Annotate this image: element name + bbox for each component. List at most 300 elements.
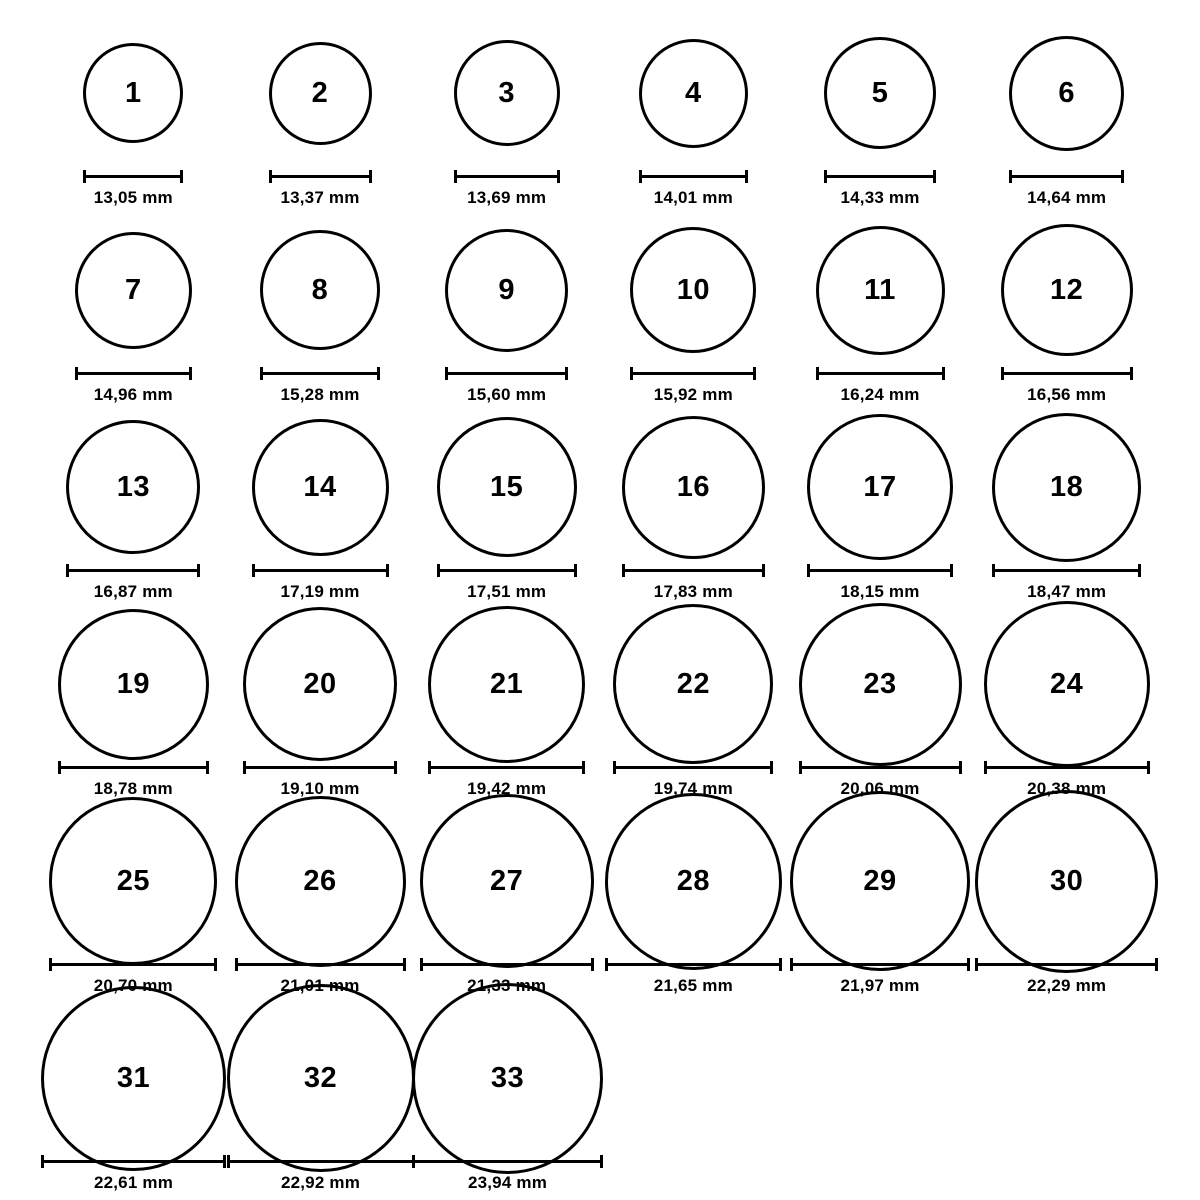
ring-size-item[interactable]: [40, 215, 227, 405]
ruler-cap-left: [58, 761, 61, 774]
ring-size-item[interactable]: [973, 412, 1160, 602]
ring-size-item[interactable]: [600, 18, 787, 208]
ruler-cap-right: [745, 170, 748, 183]
ruler-bar: [243, 766, 397, 769]
ring-size-number: 10: [676, 273, 710, 306]
ring-size-number: 13: [116, 470, 150, 503]
diameter-label: 18,15 mm: [840, 582, 920, 601]
diameter-ruler: [613, 761, 773, 772]
ring-size-item[interactable]: [787, 412, 974, 602]
diameter-label: 19,42 mm: [467, 779, 547, 798]
diameter-label: 17,83 mm: [653, 582, 733, 601]
ring-circle: [66, 420, 200, 554]
ruler-bar: [824, 175, 936, 178]
diameter-ruler: [252, 564, 389, 575]
diameter-label: 18,78 mm: [93, 779, 173, 798]
diameter-label: 15,60 mm: [467, 385, 547, 404]
ruler-cap-left: [992, 564, 995, 577]
ring-circle-area: [639, 18, 748, 168]
diameter-ruler: [83, 170, 183, 181]
ruler-cap-left: [235, 958, 238, 971]
ring-size-number: 16: [676, 470, 710, 503]
ruler-cap-right: [189, 367, 192, 380]
ruler-cap-left: [49, 958, 52, 971]
diameter-label: 21,65 mm: [653, 976, 733, 995]
ruler-cap-left: [605, 958, 608, 971]
ruler-cap-right: [779, 958, 782, 971]
diameter-ruler: [1001, 367, 1133, 378]
diameter-ruler: [622, 564, 765, 575]
ring-circle-area: [454, 18, 560, 168]
ring-circle: [227, 984, 415, 1172]
diameter-label: 15,28 mm: [280, 385, 360, 404]
diameter-label: 14,64 mm: [1027, 188, 1107, 207]
ring-size-number: 25: [116, 864, 150, 897]
ring-size-item[interactable]: [227, 806, 414, 996]
ring-size-number: 9: [498, 273, 515, 306]
ring-circle-area: [420, 806, 594, 956]
ring-circle: [799, 603, 962, 766]
ruler-bar: [83, 175, 183, 178]
ring-circle-area: [1009, 18, 1124, 168]
ring-size-number: 29: [863, 864, 897, 897]
ring-circle: [428, 606, 585, 763]
ruler-bar: [412, 1160, 603, 1163]
ruler-bar: [799, 766, 962, 769]
ruler-cap-left: [269, 170, 272, 183]
diameter-ruler: [260, 367, 380, 378]
ring-circle: [807, 414, 953, 560]
ruler-cap-left: [613, 761, 616, 774]
ruler-bar: [269, 175, 372, 178]
size-row: [40, 609, 1160, 806]
diameter-label: 20,70 mm: [93, 976, 173, 995]
ring-size-item[interactable]: [787, 215, 974, 405]
ruler-cap-right: [565, 367, 568, 380]
ring-circle-area: [992, 412, 1141, 562]
ring-circle-area: [975, 806, 1158, 956]
ruler-bar: [622, 569, 765, 572]
ruler-cap-right: [394, 761, 397, 774]
diameter-label: 22,61 mm: [93, 1173, 174, 1192]
ring-size-number: 28: [676, 864, 710, 897]
ring-circle: [58, 609, 209, 760]
ring-size-item[interactable]: [413, 412, 600, 602]
ruler-cap-left: [75, 367, 78, 380]
ruler-bar: [420, 963, 594, 966]
ruler-bar: [992, 569, 1141, 572]
ruler-bar: [260, 372, 380, 375]
diameter-label: 14,96 mm: [93, 385, 173, 404]
ring-size-number: 21: [490, 667, 524, 700]
ring-size-number: 31: [116, 1061, 151, 1094]
ring-circle-area: [816, 215, 945, 365]
ring-circle: [984, 601, 1150, 767]
diameter-label: 13,05 mm: [93, 188, 173, 207]
ruler-bar: [445, 372, 568, 375]
ring-size-item[interactable]: [40, 609, 227, 799]
ruler-bar: [1009, 175, 1124, 178]
ring-circle: [243, 607, 397, 761]
ring-size-item[interactable]: [227, 609, 414, 799]
ring-size-item[interactable]: [600, 215, 787, 405]
diameter-label: 21,97 mm: [840, 976, 920, 995]
ruler-cap-left: [260, 367, 263, 380]
ring-circle-area: [252, 412, 389, 562]
ring-size-item[interactable]: [973, 806, 1160, 996]
diameter-ruler: [412, 1155, 603, 1166]
ring-circle: [260, 230, 380, 350]
ruler-cap-left: [252, 564, 255, 577]
ruler-cap-left: [227, 1155, 230, 1168]
ring-circle-area: [984, 609, 1150, 759]
ring-circle: [630, 227, 756, 353]
ruler-cap-left: [41, 1155, 44, 1168]
ring-size-number: 8: [311, 273, 329, 306]
ring-circle-area: [66, 412, 200, 562]
ring-circle-area: [807, 412, 953, 562]
ring-circle: [1001, 224, 1133, 356]
ring-size-item[interactable]: [227, 412, 414, 602]
ring-circle-area: [790, 806, 970, 956]
ring-size-item[interactable]: [40, 18, 227, 208]
diameter-ruler: [807, 564, 953, 575]
ring-circle-area: [58, 609, 209, 759]
diameter-ruler: [49, 958, 217, 969]
ring-circle: [420, 794, 594, 968]
ruler-cap-right: [753, 367, 756, 380]
ring-size-item[interactable]: [600, 412, 787, 602]
ring-circle-area: [235, 806, 406, 956]
diameter-ruler: [227, 1155, 415, 1166]
diameter-ruler: [420, 958, 594, 969]
ruler-cap-right: [180, 170, 183, 183]
ring-circle: [83, 43, 183, 143]
ruler-cap-right: [1130, 367, 1133, 380]
size-row: [40, 412, 1160, 609]
diameter-label: 20,38 mm: [1027, 779, 1107, 798]
diameter-label: 13,69 mm: [467, 188, 547, 207]
diameter-label: 23,94 mm: [467, 1173, 548, 1192]
ruler-cap-right: [933, 170, 936, 183]
size-row: [40, 215, 1160, 412]
ruler-cap-right: [206, 761, 209, 774]
ruler-cap-right: [369, 170, 372, 183]
ring-size-item[interactable]: [227, 1003, 414, 1193]
ring-circle-area: [437, 412, 577, 562]
ruler-bar: [984, 766, 1150, 769]
ruler-cap-right: [959, 761, 962, 774]
ruler-bar: [613, 766, 773, 769]
diameter-label: 16,24 mm: [840, 385, 920, 404]
ring-size-item[interactable]: [227, 18, 414, 208]
ring-circle: [235, 796, 406, 967]
ruler-cap-left: [799, 761, 802, 774]
diameter-ruler: [816, 367, 945, 378]
ring-circle: [454, 40, 560, 146]
ring-circle-area: [428, 609, 585, 759]
ruler-cap-right: [1147, 761, 1150, 774]
ring-size-number: 15: [490, 470, 524, 503]
ruler-cap-left: [420, 958, 423, 971]
diameter-ruler: [437, 564, 577, 575]
diameter-ruler: [454, 170, 560, 181]
ring-size-number: 7: [125, 273, 142, 306]
ring-circle-area: [824, 18, 936, 168]
diameter-label: 18,47 mm: [1027, 582, 1107, 601]
ring-size-number: 12: [1050, 273, 1084, 306]
ruler-cap-left: [412, 1155, 415, 1168]
ring-size-number: 22: [676, 667, 710, 700]
ring-circle-area: [269, 18, 372, 168]
ring-circle: [605, 793, 782, 970]
ruler-cap-right: [1138, 564, 1141, 577]
diameter-label: 21,01 mm: [280, 976, 360, 995]
ring-circle-area: [605, 806, 782, 956]
ruler-cap-left: [630, 367, 633, 380]
diameter-ruler: [605, 958, 782, 969]
ring-circle: [975, 790, 1158, 973]
diameter-label: 16,87 mm: [93, 582, 173, 601]
diameter-label: 14,33 mm: [840, 188, 920, 207]
ring-circle-area: [799, 609, 962, 759]
ruler-bar: [437, 569, 577, 572]
ruler-cap-right: [377, 367, 380, 380]
diameter-ruler: [630, 367, 756, 378]
ring-size-item[interactable]: [40, 806, 227, 996]
ruler-cap-right: [197, 564, 200, 577]
ruler-cap-left: [1009, 170, 1012, 183]
diameter-label: 22,92 mm: [280, 1173, 361, 1192]
ruler-cap-right: [386, 564, 389, 577]
diameter-label: 14,01 mm: [653, 188, 733, 207]
ruler-cap-right: [967, 958, 970, 971]
ring-size-item[interactable]: [413, 18, 600, 208]
ruler-cap-right: [214, 958, 217, 971]
ruler-bar: [630, 372, 756, 375]
ruler-bar: [975, 963, 1158, 966]
diameter-label: 17,19 mm: [280, 582, 360, 601]
ring-size-item[interactable]: [787, 18, 974, 208]
diameter-ruler: [992, 564, 1141, 575]
diameter-ruler: [75, 367, 192, 378]
ring-circle: [445, 229, 568, 352]
ruler-cap-left: [454, 170, 457, 183]
ruler-bar: [790, 963, 970, 966]
ring-size-number: 6: [1058, 76, 1075, 109]
ring-size-number: 20: [303, 667, 337, 700]
ruler-cap-right: [762, 564, 765, 577]
diameter-label: 17,51 mm: [467, 582, 547, 601]
ruler-bar: [1001, 372, 1133, 375]
ring-size-item[interactable]: [973, 609, 1160, 799]
ring-size-item[interactable]: [973, 215, 1160, 405]
ring-size-number: 17: [863, 470, 897, 503]
ruler-bar: [66, 569, 200, 572]
ruler-cap-left: [816, 367, 819, 380]
ring-size-number: 19: [116, 667, 150, 700]
diameter-label: 16,56 mm: [1027, 385, 1107, 404]
size-row: [40, 18, 1160, 215]
ruler-bar: [227, 1160, 415, 1163]
ring-size-number: 24: [1050, 667, 1084, 700]
diameter-label: 19,74 mm: [653, 779, 733, 798]
ring-size-item[interactable]: [600, 609, 787, 799]
ring-size-item[interactable]: [787, 609, 974, 799]
diameter-ruler: [799, 761, 962, 772]
ring-size-number: 23: [863, 667, 897, 700]
ring-circle-area: [49, 806, 217, 956]
ruler-cap-right: [557, 170, 560, 183]
ruler-cap-right: [770, 761, 773, 774]
ring-circle: [437, 417, 577, 557]
ring-circle-area: [613, 609, 773, 759]
ruler-cap-right: [574, 564, 577, 577]
ring-circle-area: [243, 609, 397, 759]
ring-size-number: 30: [1050, 864, 1084, 897]
ring-circle: [252, 419, 389, 556]
ring-circle: [622, 416, 765, 559]
diameter-ruler: [66, 564, 200, 575]
ruler-cap-left: [437, 564, 440, 577]
ring-size-number: 18: [1050, 470, 1084, 503]
ruler-cap-left: [807, 564, 810, 577]
ring-circle-area: [83, 18, 183, 168]
ring-size-number: 2: [311, 76, 329, 109]
ring-size-item[interactable]: [413, 806, 600, 996]
diameter-ruler: [639, 170, 748, 181]
size-row: [40, 1003, 1160, 1200]
ring-size-item[interactable]: [973, 18, 1160, 208]
ring-circle: [613, 604, 773, 764]
ring-size-number: 3: [498, 76, 515, 109]
ring-circle: [992, 413, 1141, 562]
ruler-cap-left: [66, 564, 69, 577]
ring-circle: [412, 983, 603, 1174]
ruler-cap-right: [942, 367, 945, 380]
ring-size-item[interactable]: [413, 215, 600, 405]
ruler-bar: [816, 372, 945, 375]
ruler-cap-left: [639, 170, 642, 183]
ruler-bar: [49, 963, 217, 966]
ruler-cap-right: [403, 958, 406, 971]
diameter-label: 22,29 mm: [1027, 976, 1107, 995]
ruler-cap-left: [1001, 367, 1004, 380]
ring-size-number: 4: [685, 76, 702, 109]
ruler-cap-left: [83, 170, 86, 183]
ring-size-number: 14: [303, 470, 337, 503]
diameter-label: 21,33 mm: [467, 976, 547, 995]
ruler-bar: [41, 1160, 226, 1163]
ruler-cap-right: [600, 1155, 603, 1168]
ruler-cap-left: [824, 170, 827, 183]
ruler-bar: [75, 372, 192, 375]
diameter-ruler: [445, 367, 568, 378]
diameter-ruler: [243, 761, 397, 772]
ring-circle: [639, 39, 748, 148]
ring-circle: [816, 226, 945, 355]
ruler-bar: [639, 175, 748, 178]
diameter-ruler: [824, 170, 936, 181]
ring-size-number: 33: [490, 1061, 525, 1094]
ring-size-item[interactable]: [40, 412, 227, 602]
ruler-cap-left: [790, 958, 793, 971]
ruler-bar: [428, 766, 585, 769]
diameter-ruler: [58, 761, 209, 772]
ring-circle-area: [41, 1003, 226, 1153]
ruler-bar: [605, 963, 782, 966]
ring-circle: [269, 42, 372, 145]
ruler-cap-right: [591, 958, 594, 971]
ring-circle-area: [630, 215, 756, 365]
ruler-cap-left: [243, 761, 246, 774]
ring-size-item[interactable]: [227, 215, 414, 405]
ruler-cap-left: [622, 564, 625, 577]
diameter-ruler: [975, 958, 1158, 969]
diameter-label: 20,06 mm: [840, 779, 920, 798]
ring-circle: [75, 232, 192, 349]
ring-size-item[interactable]: [40, 1003, 227, 1193]
ruler-bar: [58, 766, 209, 769]
ruler-bar: [454, 175, 560, 178]
ring-circle-area: [445, 215, 568, 365]
ring-size-item[interactable]: [413, 609, 600, 799]
ring-circle-area: [622, 412, 765, 562]
ruler-cap-left: [975, 958, 978, 971]
diameter-ruler: [269, 170, 372, 181]
diameter-ruler: [984, 761, 1150, 772]
ring-circle: [41, 986, 226, 1171]
diameter-label: 15,92 mm: [653, 385, 733, 404]
ring-size-number: 5: [871, 76, 889, 109]
ruler-cap-right: [950, 564, 953, 577]
diameter-label: 13,37 mm: [280, 188, 360, 207]
ruler-cap-right: [582, 761, 585, 774]
ruler-cap-right: [1121, 170, 1124, 183]
ring-circle-area: [412, 1003, 603, 1153]
ring-size-item[interactable]: [414, 1003, 601, 1193]
ring-size-number: 1: [125, 76, 142, 109]
ring-circle: [1009, 36, 1124, 151]
ring-circle-area: [260, 215, 380, 365]
ring-size-number: 27: [490, 864, 524, 897]
ring-circle-area: [1001, 215, 1133, 365]
ruler-cap-right: [1155, 958, 1158, 971]
ring-size-number: 26: [303, 864, 337, 897]
ring-circle-area: [227, 1003, 415, 1153]
ruler-bar: [807, 569, 953, 572]
ring-size-item[interactable]: [787, 806, 974, 996]
ring-circle: [49, 797, 217, 965]
diameter-ruler: [790, 958, 970, 969]
size-row: [40, 806, 1160, 1003]
ruler-bar: [235, 963, 406, 966]
ring-circle: [824, 37, 936, 149]
diameter-ruler: [235, 958, 406, 969]
ruler-cap-left: [445, 367, 448, 380]
ring-size-number: 11: [864, 273, 896, 306]
ring-size-number: 32: [303, 1061, 338, 1094]
ring-size-item[interactable]: [600, 806, 787, 996]
ruler-cap-left: [984, 761, 987, 774]
diameter-label: 19,10 mm: [280, 779, 360, 798]
ruler-cap-left: [428, 761, 431, 774]
ring-circle: [790, 791, 970, 971]
diameter-ruler: [1009, 170, 1124, 181]
ruler-bar: [252, 569, 389, 572]
diameter-ruler: [41, 1155, 226, 1166]
ring-circle-area: [75, 215, 192, 365]
